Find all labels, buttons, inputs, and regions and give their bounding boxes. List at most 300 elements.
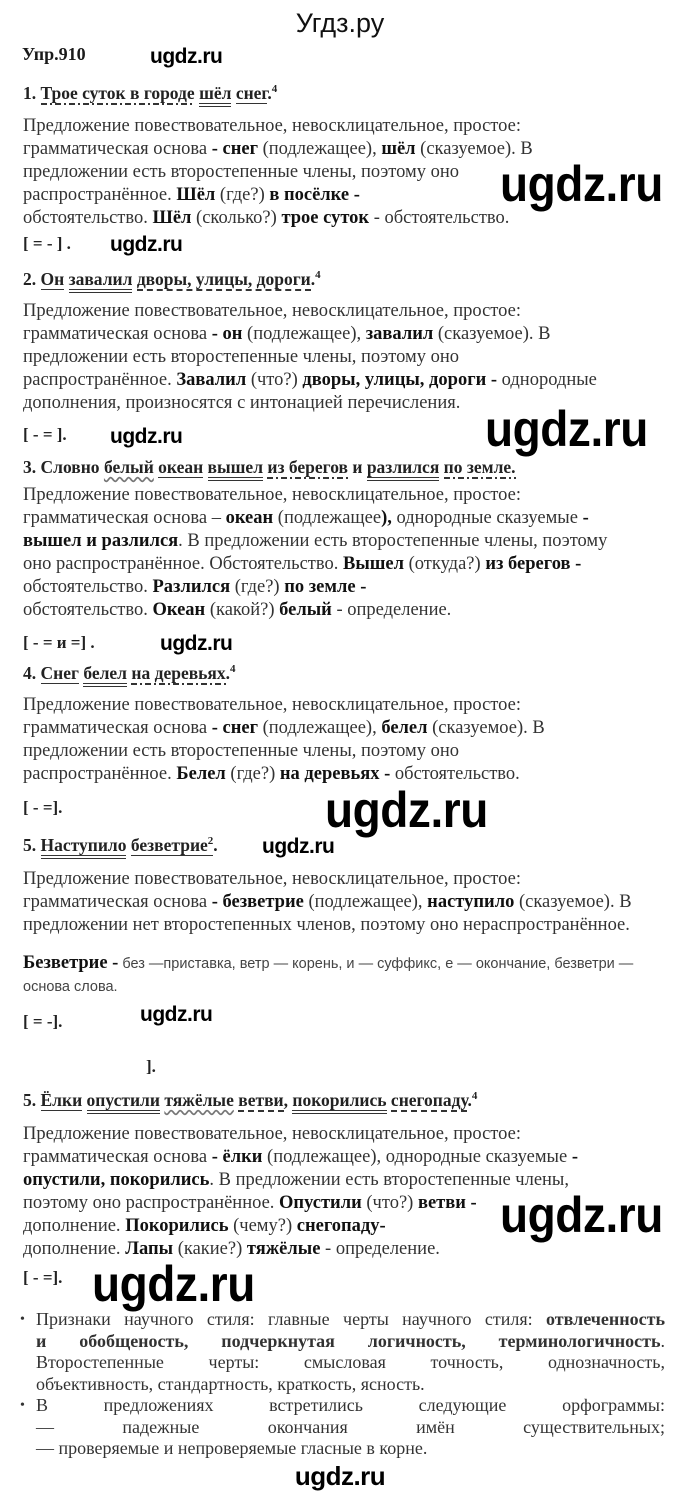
text: (подлежащее), однородные сказуемые (262, 1147, 572, 1167)
text: - безветрие (211, 892, 304, 912)
text: . (467, 1090, 472, 1110)
text (178, 531, 607, 551)
watermark: ugdz.ru (485, 401, 648, 457)
text (23, 835, 41, 855)
text (23, 301, 521, 321)
text: [ - = ]. (23, 425, 67, 444)
text: объективность, стандартность, краткость, ясность. (36, 1373, 425, 1394)
text: обстоятельство. (23, 208, 153, 228)
text (320, 1239, 439, 1259)
text (226, 764, 280, 784)
text: дворы, улицы, дороги (136, 269, 311, 289)
text: [ = - ] . (23, 234, 71, 253)
underlined-sentence-part (131, 663, 225, 685)
text (23, 139, 212, 159)
bold-text (125, 1216, 228, 1236)
footer-watermark: ugdz.ru (294, 1461, 386, 1491)
text (23, 1147, 212, 1167)
list-item-line (20, 1417, 665, 1439)
watermark: ugdz.ru (110, 425, 183, 448)
underlined-sentence-part (267, 457, 348, 479)
text: шёл (199, 83, 232, 103)
text-line (23, 300, 663, 323)
text (118, 956, 633, 972)
text: из берегов - (485, 554, 582, 574)
text: 2. (23, 269, 41, 289)
watermark: ugdz.ru (325, 782, 488, 838)
bold-text (572, 1147, 578, 1167)
text: - ёлки (211, 1147, 263, 1167)
text-line (23, 266, 663, 292)
text (23, 764, 176, 784)
text: вышел и разлился (23, 531, 179, 551)
bold-text (546, 1309, 665, 1329)
text: Предложение повествовательное, невосклицательное, простое: (23, 1124, 521, 1144)
text: дополнения, произносятся с интонацией перечисления. (23, 393, 461, 413)
sentence-6-heading (23, 1087, 663, 1113)
bullet-icon: • (20, 1312, 25, 1327)
underlined-sentence-part (104, 457, 154, 477)
list-item-line (20, 1395, 665, 1417)
text (392, 508, 583, 528)
text (23, 234, 71, 253)
text (242, 324, 365, 344)
text: (сказуемое). В (433, 324, 551, 344)
text (23, 208, 153, 228)
text (497, 370, 597, 390)
text: Он (40, 269, 65, 289)
text: (какие?) (173, 1239, 247, 1259)
text (23, 185, 176, 205)
watermark: ugdz.ru (110, 233, 183, 256)
text: дворы, улицы, дороги - (302, 370, 498, 390)
text: обстоятельство. (390, 764, 520, 784)
underlined-sentence-part (391, 1090, 468, 1112)
sentence-2-analysis (23, 300, 663, 415)
watermark: ugdz.ru (500, 156, 663, 212)
text (362, 1193, 418, 1213)
text-line (23, 1123, 663, 1146)
underlined-sentence-part (69, 269, 133, 293)
text: Предложение повествовательное, невосклицательное, простое: (23, 116, 521, 136)
underlined-sentence-part (444, 457, 516, 479)
underlined-sentence-part (131, 835, 213, 856)
site-title: Угдз.ру (295, 8, 385, 38)
bold-text (427, 892, 514, 912)
text-line (23, 660, 663, 686)
text: океан (158, 457, 204, 477)
underlined-sentence-part (41, 1090, 83, 1111)
text: [ = -]. (23, 1012, 63, 1031)
text (228, 1216, 296, 1236)
sentence-5-scheme (23, 1010, 663, 1033)
text-line (23, 599, 663, 622)
text: и обобщеность, подчеркнутая логичность, терминологичность (36, 1330, 661, 1351)
text (230, 577, 284, 597)
text: ]. (146, 1057, 156, 1076)
text: . (310, 269, 316, 289)
text (205, 600, 279, 620)
text: (сколько?) (191, 208, 282, 228)
text (36, 1352, 665, 1372)
text (428, 718, 545, 738)
text: предложении есть второстепенные члены, поэтому оно (23, 347, 460, 367)
text-line (23, 576, 663, 599)
text: трое суток (281, 208, 370, 228)
text: . В предложении есть второстепенные члены, поэтому (178, 531, 608, 551)
text (258, 139, 381, 159)
text (23, 425, 67, 444)
text: белый (103, 457, 154, 477)
text (23, 915, 630, 935)
footnote-number: 4 (471, 1090, 478, 1103)
text: тяжёлые (246, 1239, 321, 1259)
watermark: ugdz.ru (500, 1187, 663, 1243)
text: белел (83, 663, 128, 683)
text-line (23, 975, 663, 998)
text: обстоятельство. (23, 577, 153, 597)
bold-text (381, 718, 427, 738)
text: - определение. (331, 600, 452, 620)
footnote-number: 4 (315, 269, 321, 282)
text (23, 600, 153, 620)
text (23, 798, 62, 817)
bold-text (485, 554, 581, 574)
bold-text (153, 208, 192, 228)
text-line (23, 914, 663, 937)
text: . (213, 835, 218, 855)
text: [ - =]. (23, 1268, 63, 1287)
text: Наступило (40, 835, 127, 855)
list-item-line (20, 1374, 665, 1396)
text: - (571, 1147, 578, 1167)
text: . (267, 83, 272, 103)
text (390, 764, 520, 784)
text: снегопаду (390, 1090, 468, 1110)
text-line (23, 80, 663, 106)
text-line (23, 115, 663, 138)
text: - снег (211, 718, 258, 738)
text: обстоятельство. (23, 600, 153, 620)
footnote-number: 2 (207, 835, 214, 848)
text (23, 869, 521, 889)
text-line (23, 346, 663, 369)
text (332, 600, 451, 620)
text: - определение. (320, 1239, 440, 1259)
list-item-line (20, 1331, 665, 1353)
sentence-2-heading (23, 266, 663, 292)
text: Лапы (125, 1239, 174, 1259)
bold-text (212, 139, 258, 159)
bold-text (23, 531, 178, 551)
text (267, 83, 277, 103)
text: белый (279, 600, 332, 620)
exercise-title: Упр.910 (22, 44, 86, 64)
underlined-sentence-part (87, 1090, 160, 1114)
underlined-sentence-part (83, 663, 127, 687)
text (226, 663, 236, 683)
bold-text (279, 1193, 362, 1213)
text: ветви - (417, 1193, 477, 1213)
text: (подлежащее (273, 508, 382, 528)
sentence-5-analysis (23, 868, 663, 937)
text: Снег (40, 663, 79, 683)
text: (где?) (225, 764, 280, 784)
underlined-sentence-part (236, 83, 268, 104)
text (146, 1057, 156, 1076)
text: дополнение. (23, 1239, 126, 1259)
text: Предложение повествовательное, невосклицательное, простое: (23, 301, 521, 321)
watermark: ugdz.ru (262, 835, 335, 858)
text: (подлежащее), (303, 892, 428, 912)
text-line (23, 454, 663, 480)
text (258, 718, 381, 738)
text (23, 1268, 62, 1287)
text: Завалил (176, 370, 247, 390)
text: Покорились (125, 1216, 229, 1236)
text: 4. (23, 663, 41, 683)
text: опустили (86, 1090, 160, 1110)
text (23, 663, 41, 683)
watermark: ugdz.ru (140, 1003, 213, 1026)
text (23, 324, 212, 344)
text: 3. Словно (23, 457, 104, 477)
text: завалил (68, 269, 133, 289)
text (23, 508, 226, 528)
text: из берегов (267, 457, 348, 477)
text: (где?) (230, 577, 285, 597)
text (514, 892, 631, 912)
text (23, 892, 212, 912)
text (36, 1438, 427, 1458)
text-line (23, 717, 663, 740)
text (36, 1417, 665, 1437)
text: грамматическая основа (23, 892, 212, 912)
underlined-sentence-part (41, 83, 195, 105)
bold-text (297, 1216, 386, 1236)
text: белел (381, 718, 428, 738)
sentence-1-heading (23, 80, 663, 106)
bold-text (247, 1239, 321, 1259)
text: предложении есть второстепенные члены, поэтому оно (23, 741, 460, 761)
list-item-line (20, 1438, 665, 1460)
underlined-sentence-part (208, 457, 263, 481)
text-line (23, 507, 663, 530)
text: по земле. (443, 457, 516, 477)
text: Океан (152, 600, 206, 620)
text: - он (211, 324, 243, 344)
sentence-4-heading (23, 660, 663, 686)
text: однородные (497, 370, 597, 390)
text: . (660, 1330, 665, 1351)
text (23, 393, 460, 413)
text (23, 633, 95, 652)
text: тяжёлые (164, 1090, 234, 1110)
underlined-sentence-part (158, 457, 203, 478)
text (23, 695, 521, 715)
bold-text (176, 764, 225, 784)
text: Белел (176, 764, 226, 784)
text (23, 1193, 279, 1213)
bold-text (343, 554, 404, 574)
text: - обстоятельство. (369, 208, 510, 228)
text: грамматическая основа (23, 718, 212, 738)
text: на деревьях (131, 663, 226, 683)
text: . (225, 663, 231, 683)
sentence-4-analysis (23, 694, 663, 786)
text (311, 269, 321, 289)
sentence-3-heading (23, 454, 663, 480)
text: и (347, 457, 367, 477)
text: вышел (207, 457, 264, 477)
text: в посёлке - (269, 185, 360, 205)
underlined-sentence-part (292, 1090, 386, 1114)
text: распространённое. (23, 185, 177, 205)
text: разлился (366, 457, 440, 477)
bold-text (281, 208, 369, 228)
text: (сказуемое). В (415, 139, 533, 159)
text: 5. (23, 835, 41, 855)
text: (чему?) (228, 1216, 297, 1236)
text (36, 1395, 665, 1415)
bold-text (366, 324, 434, 344)
text: ветви (238, 1090, 284, 1110)
text: покорились (292, 1090, 387, 1110)
bold-text (302, 370, 497, 390)
text-line (23, 1010, 663, 1033)
text (467, 1090, 477, 1110)
text: грамматическая основа (23, 139, 212, 159)
text: однородные сказуемые (391, 508, 583, 528)
text: (где?) (215, 185, 270, 205)
text (36, 1309, 546, 1329)
bold-text (176, 185, 215, 205)
bold-text (280, 764, 390, 784)
text: (подлежащее), (257, 139, 382, 159)
text: снегопаду- (296, 1216, 386, 1236)
text (23, 269, 41, 289)
text: предложении есть второстепенные члены, поэтому оно (23, 162, 460, 182)
bold-text (269, 185, 360, 205)
text: поэтому оно распространённое. (23, 1193, 280, 1213)
text: 1. (23, 83, 41, 103)
bold-text (36, 1331, 661, 1351)
bold-text (212, 718, 258, 738)
bold-text (583, 508, 589, 528)
text: шёл (381, 139, 416, 159)
text: (что?) (361, 1193, 418, 1213)
text (23, 1216, 125, 1236)
text: отвлеченность (546, 1309, 665, 1329)
text: Трое суток в городе (40, 83, 195, 103)
bold-text (212, 892, 304, 912)
text: - снег (211, 139, 258, 159)
text: опустили, покорились (23, 1170, 210, 1190)
text-line (23, 484, 663, 507)
text (23, 83, 41, 103)
text (433, 324, 550, 344)
watermark: ugdz.ru (150, 45, 223, 68)
watermark: ugdz.ru (92, 1256, 255, 1312)
text: . В предложении есть второстепенные члены, (209, 1170, 569, 1190)
bullet-icon: • (20, 1398, 25, 1413)
text: - (582, 508, 589, 528)
text: Разлился (152, 577, 231, 597)
text: распространённое. (23, 370, 177, 390)
text (215, 185, 269, 205)
text: Предложение повествовательное, невосклицательное, простое: (23, 869, 521, 889)
text: Шёл (176, 185, 216, 205)
list-item-line (20, 1352, 665, 1374)
bold-text (176, 370, 246, 390)
underlined-sentence-part (367, 457, 439, 481)
text-line (23, 891, 663, 914)
text-line (23, 1266, 83, 1289)
text-line (23, 631, 663, 654)
text: (что?) (246, 370, 303, 390)
text: грамматическая основа – (23, 508, 226, 528)
text (262, 1147, 571, 1167)
text (23, 457, 104, 477)
bold-text (212, 1147, 263, 1167)
text (23, 1124, 521, 1144)
bold-text (381, 508, 392, 528)
text: предложении нет второстепенных членов, поэтому оно нераспространённое. (23, 915, 630, 935)
bold-text (226, 508, 274, 528)
list-item-line (20, 1309, 665, 1331)
text: Вышел (343, 554, 404, 574)
text (23, 979, 118, 995)
text: В предложениях встретились следующие орфограммы: (36, 1395, 665, 1415)
text: грамматическая основа (23, 324, 212, 344)
text (369, 208, 509, 228)
text: наступило (427, 892, 515, 912)
text: снег (235, 83, 268, 103)
underlined-sentence-part (164, 1090, 234, 1110)
text (23, 347, 459, 367)
underlined-sentence-part (199, 83, 231, 107)
text (23, 577, 153, 597)
text-line (23, 694, 663, 717)
text: (подлежащее), (257, 718, 382, 738)
bold-text (284, 577, 366, 597)
word-morphemes (23, 952, 663, 998)
underlined-sentence-part (41, 835, 127, 859)
text (23, 718, 212, 738)
text: дополнение. (23, 1216, 126, 1236)
text: Ёлки (40, 1090, 83, 1110)
footnote-number: 4 (271, 83, 278, 96)
text: Предложение повествовательное, невосклицательное, простое: (23, 695, 521, 715)
underlined-sentence-part (238, 1090, 283, 1112)
text: океан (225, 508, 274, 528)
underlined-sentence-part (41, 663, 79, 684)
text (23, 370, 176, 390)
text: ), (381, 508, 392, 528)
text (213, 835, 217, 855)
text (36, 1374, 425, 1394)
bold-text (381, 139, 415, 159)
text: (откуда?) (404, 554, 486, 574)
bold-text (418, 1193, 477, 1213)
bold-text (279, 600, 332, 620)
text: (сказуемое). В (427, 718, 545, 738)
text: распространённое. (23, 764, 177, 784)
underlined-sentence-part (41, 269, 65, 290)
text (23, 741, 459, 761)
text: без —приставка, ветр — корень, и — суффикс, е — окончание, безветри — (118, 956, 634, 972)
text-line (146, 1055, 206, 1078)
